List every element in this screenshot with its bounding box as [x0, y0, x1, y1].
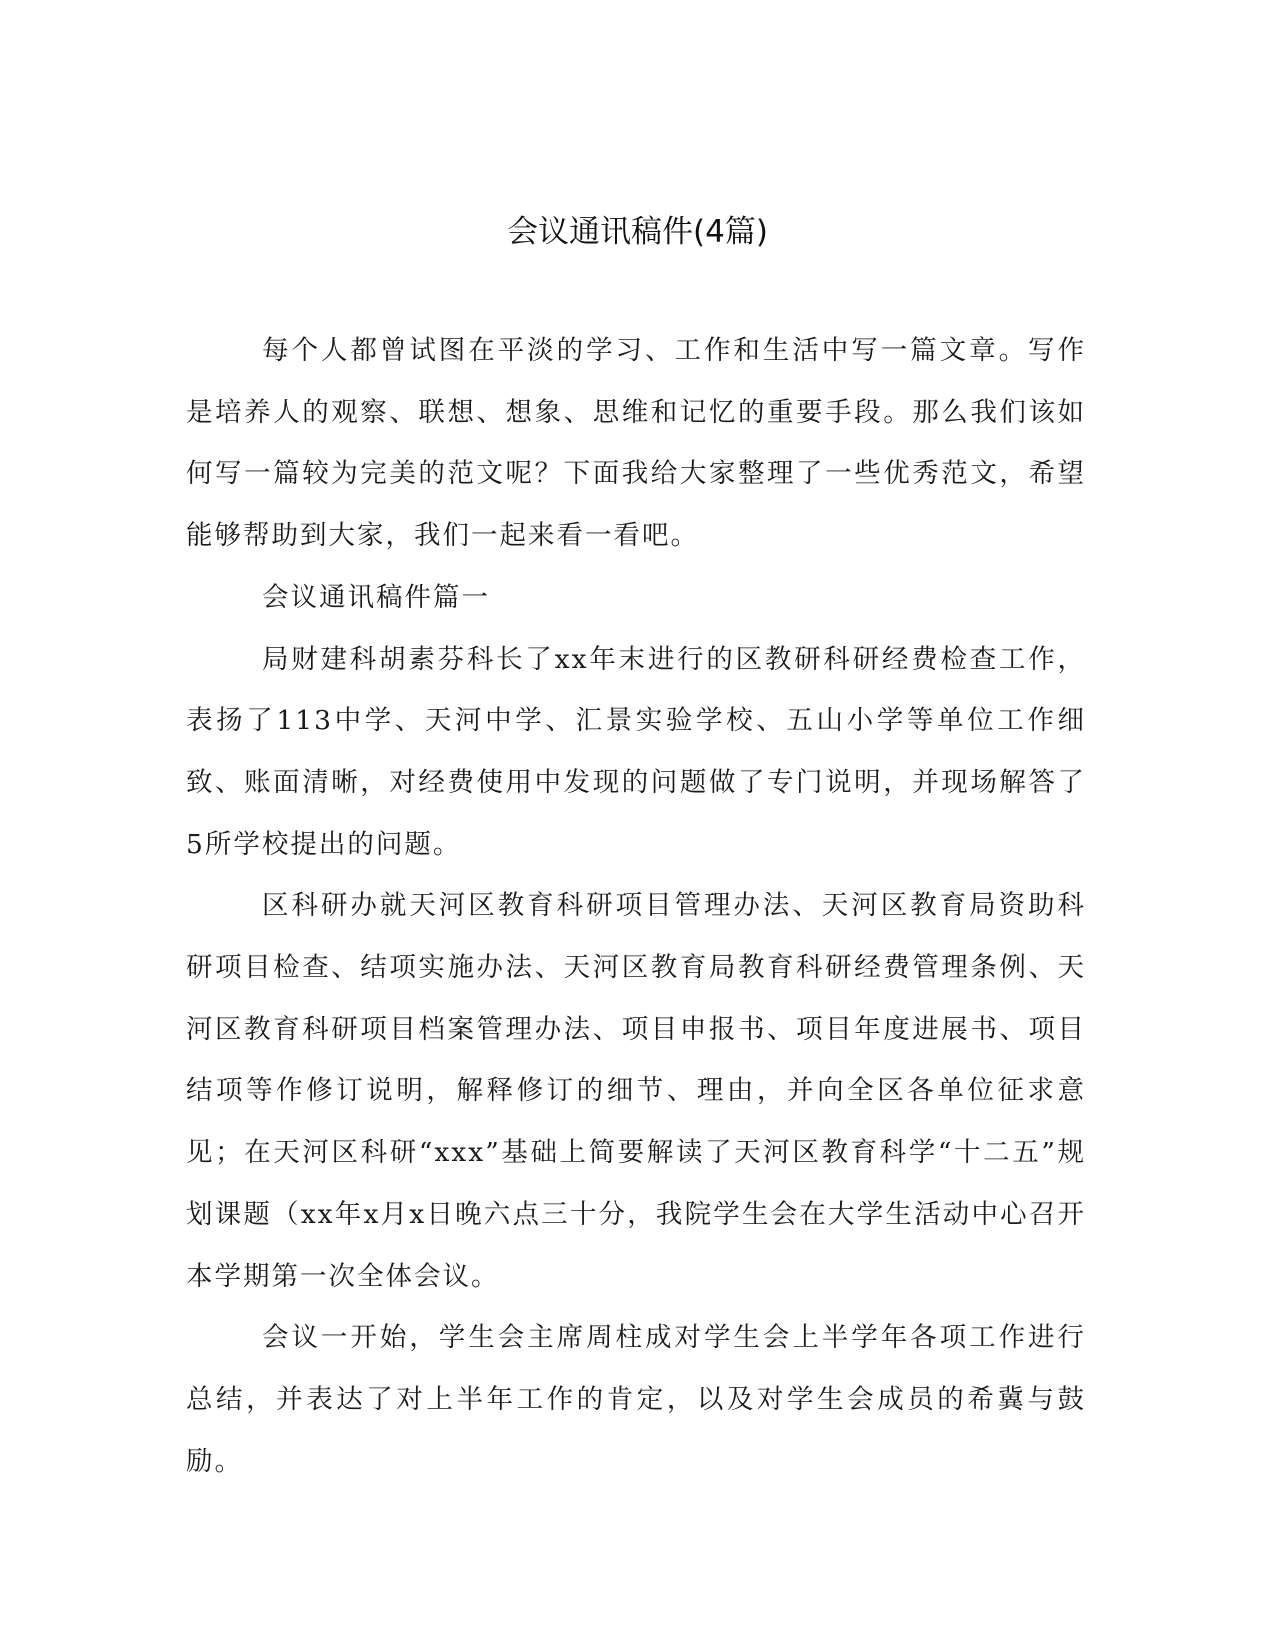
body-paragraph: 区科研办就天河区教育科研项目管理办法、天河区教育局资助科研项目检查、结项实施办法、天河区教育局教育科研经费管理条例、天河区教育科研项目档案管理办法、项目申报书、项目年度进展书、项目结项等作修订说明，解释修订的细节、理由，并向全区各单位征求意见；在天河区科研“xxx”基础上简要解读了天河区教育科学“十二五”规划课题（xx年x月x日晚六点三十分，我院学生会在大学生活动中心召开本学期第一次全体会议。 [186, 890, 1086, 1292]
document-body [186, 320, 1086, 1492]
body-paragraph: 局财建科胡素芬科长了xx年末进行的区教研科研经费检查工作，表扬了113中学、天河中学、汇景实验学校、五山小学等单位工作细致、账面清晰，对经费使用中发现的问题做了专门说明，并现场解答了5所学校提出的问题。 [186, 643, 1086, 860]
section-heading: 会议通讯稿件篇一 [262, 581, 490, 613]
document-title: 会议通讯稿件(4篇) [507, 214, 768, 250]
intro-paragraph: 每个人都曾试图在平淡的学习、工作和生活中写一篇文章。写作是培养人的观察、联想、想象、思维和记忆的重要手段。那么我们该如何写一篇较为完美的范文呢？下面我给大家整理了一些优秀范文，希望能够帮助到大家，我们一起来看一看吧。 [186, 335, 1086, 552]
body-paragraph: 会议一开始，学生会主席周柱成对学生会上半学年各项工作进行总结，并表达了对上半年工作的肯定，以及对学生会成员的希冀与鼓励。 [186, 1322, 1086, 1477]
